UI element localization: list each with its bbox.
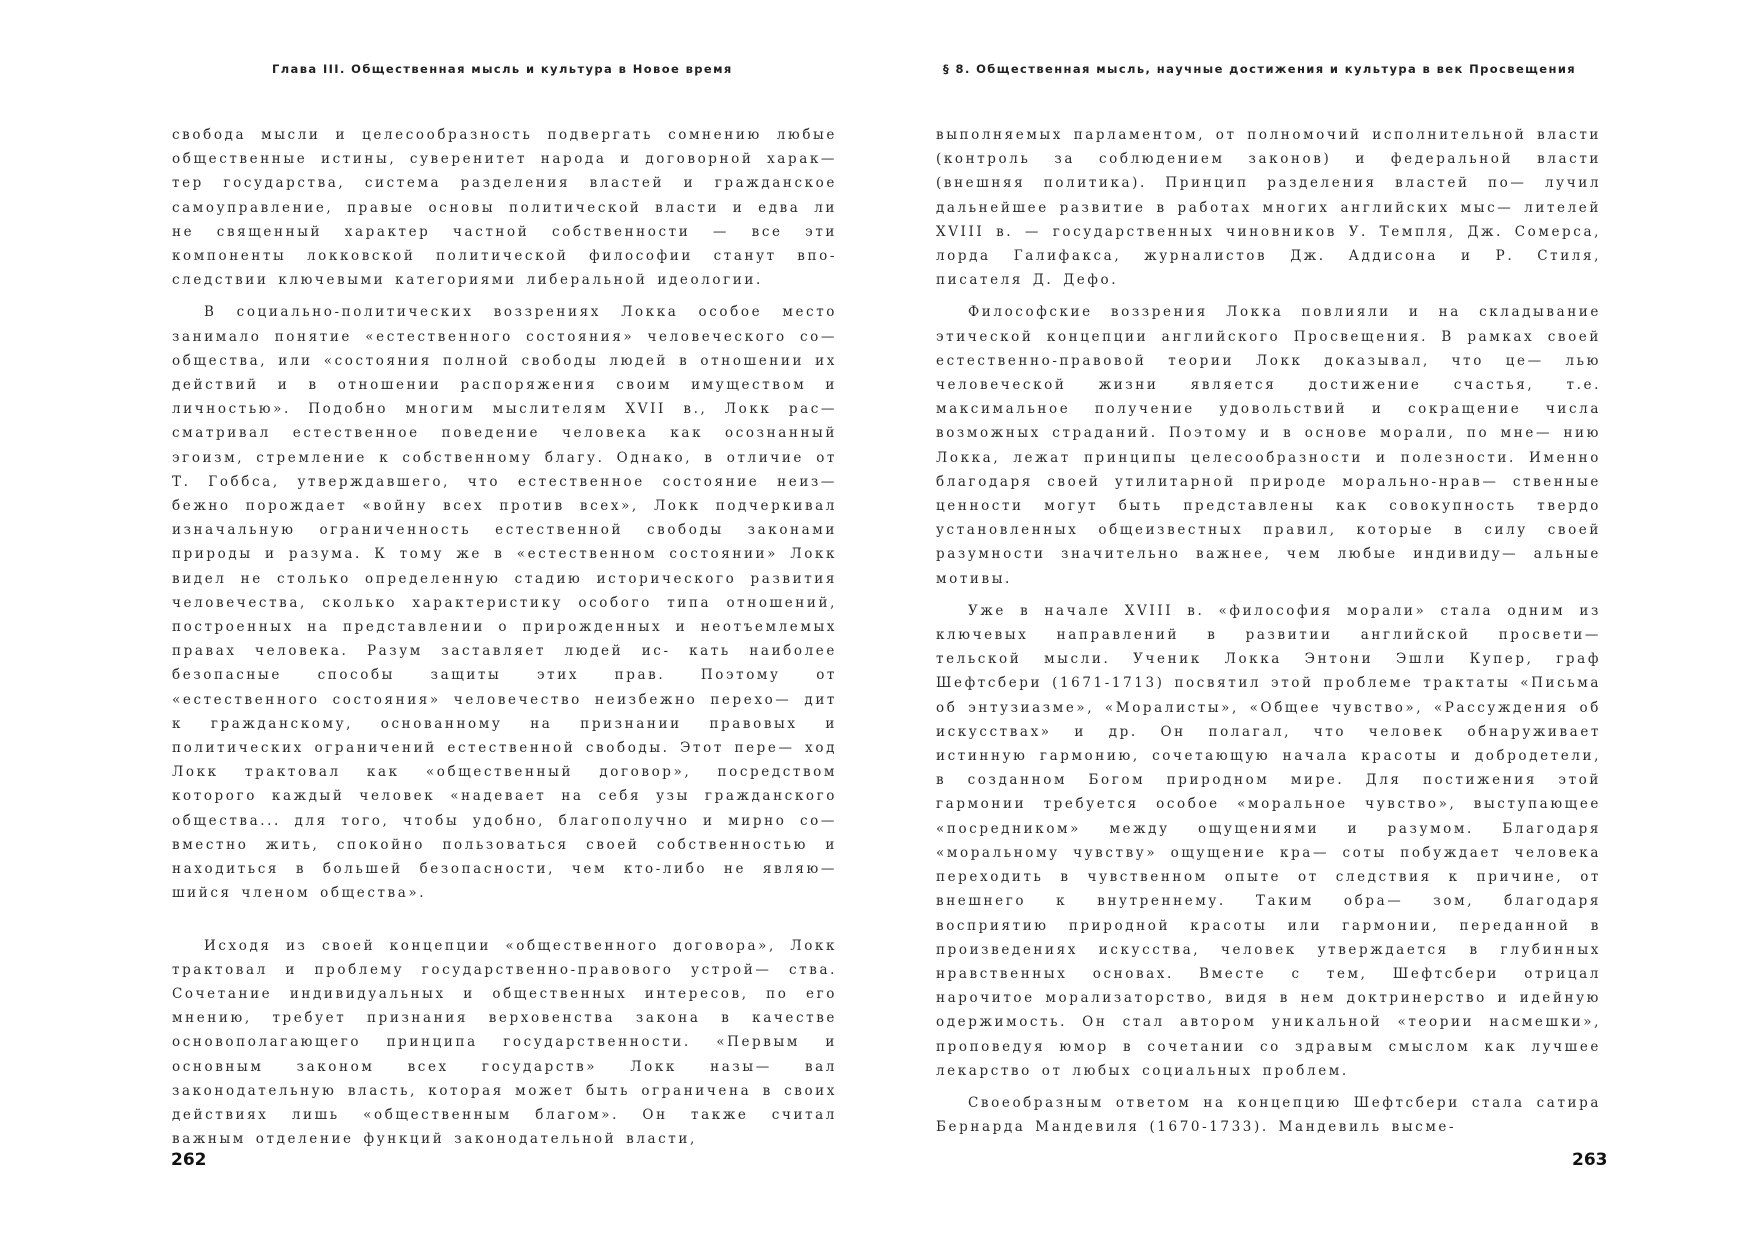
left-page-number: 262 <box>171 1150 207 1170</box>
right-page-text <box>936 123 1601 1139</box>
left-paragraph-3: Исходя из своей концепции «общественного договора», Локк трактовал и проблему государственно-правового устрой— ства. Сочетание индивидуальных и общественных интересов, по его мнению, требует признания верховенства закона в качестве основополагающего принципа государственности. «Первым и основным законом всех государств» Локк назы— вал законодательную власть, которая может быть ограничена в своих действиях лишь «общественным благом». Он также считал важным отделение функций законодательной власти, <box>172 937 837 1148</box>
right-paragraph-1: выполняемых парламентом, от полномочий исполнительной власти (контроль за соблюдением законов) и федеральной власти (внешняя политика). Принцип разделения властей по— лучил дальнейшее развитие в работах многих английских мыс— лителей XVIII в. — государственных чиновников У. Темпля, Дж. Сомерса, лорда Галифакса, журналистов Дж. Аддисона и Р. Стиля, писателя Д. Дефо. <box>936 127 1601 289</box>
left-paragraph-2: В социально-политических воззрениях Локка особое место занимало понятие «естественного состояния» человеческого со— общества, или «состояния полной свободы людей в отношении их действий и в отношении распоряжения своим имуществом и личностью». Подобно многим мыслителям XVII в., Локк рас— сматривал естественное поведение человека как осознанный эгоизм, стремление к собственному благу. Однако, в отличие от Т. Гоббса, утверждавшего, что естественное состояние неиз— бежно порождает «войну всех против всех», Локк подчеркивал изначальную ограниченность естественной свободы законами природы и разума. К тому же в «естественном состоянии» Локк видел не столько определенную стадию исторического развития человечества, сколько характеристику особого типа отношений, построенных на представлении о прирожденных и неотъемлемых правах человека. Разум заставляет людей ис- кать наиболее безопасные способы защиты этих прав. Поэтому от «естественного состояния» человечество неизбежно перехо— дит к гражданскому, основанному на признании правовых и политических ограничений естественной свободы. Этот пере— ход Локк трактовал как «общественный договор», посредством которого каждый человек «надевает на себя узы гражданского общества... для того, чтобы удобно, благополучно и мирно со— вместно жить, спокойно пользоваться своей собственностью и находиться в большей безопасности, чем кто-либо не являю— шийся членом общества». <box>172 304 837 902</box>
right-page-number: 263 <box>1572 1150 1608 1170</box>
right-paragraph-4: Своеобразным ответом на концепцию Шефтсбери стала сатира Бернарда Мандевиля (1670-1733). Мандевиль высме- <box>936 1094 1601 1136</box>
left-page-text <box>172 123 837 1151</box>
left-paragraph-1: свобода мысли и целесообразность подвергать сомнению любые общественные истины, суверенитет народа и договорной харак— тер государства, система разделения властей и гражданское самоуправление, правые основы политической власти и едва ли не священный характер частной собственности — все эти компоненты локковской политической философии станут впо- следствии ключевыми категориями либеральной идеологии. <box>172 127 837 289</box>
left-running-head: Глава III. Общественная мысль и культура в Новое время <box>272 62 733 76</box>
right-paragraph-3: Уже в начале XVIII в. «философия морали» стала одним из ключевых направлений в развитии английской просвети— тельской мысли. Ученик Локка Энтони Эшли Купер, граф Шефтсбери (1671-1713) посвятил этой проблеме трактаты «Письма об энтузиазме», «Моралисты», «Общее чувство», «Рассуждения об искусствах» и др. Он полагал, что человек обнаруживает истинную гармонию, сочетающую начала красоты и добродетели, в созданном Богом природном мире. Для постижения этой гармонии требуется особое «моральное чувство», выступающее «посредником» между ощущениями и разумом. Благодаря «моральному чувству» ощущение кра— соты побуждает человека переходить в чувственном опыте от следствия к причине, от внешнего к внутреннему. Таким обра— зом, благодаря восприятию природной красоты или гармонии, переданной в произведениях искусства, человек утверждается в глубинных нравственных основах. Вместе с тем, Шефтсбери отрицал нарочитое морализаторство, видя в нем доктринерство и идейную одержимость. Он стал автором уникальной «теории насмешки», проповедуя юмор в сочетании со здравым смыслом как лучшее лекарство от любых социальных проблем. <box>936 602 1601 1079</box>
right-paragraph-2: Философские воззрения Локка повлияли и на складывание этической концепции английского Просвещения. В рамках своей естественно-правовой теории Локк доказывал, что це— лью человеческой жизни является достижение счастья, т.е. максимальное получение удовольствий и сокращение числа возможных страданий. Поэтому и в основе морали, по мне— нию Локка, лежат принципы целесообразности и полезности. Именно благодаря своей утилитарной природе морально-нрав— ственные ценности могут быть представлены как совокупность твердо установленных общеизвестных правил, которые в силу своей разумности значительно важнее, чем любые индивиду— альные мотивы. <box>936 304 1601 587</box>
right-running-head: § 8. Общественная мысль, научные достижения и культура в век Просвещения <box>943 62 1577 76</box>
